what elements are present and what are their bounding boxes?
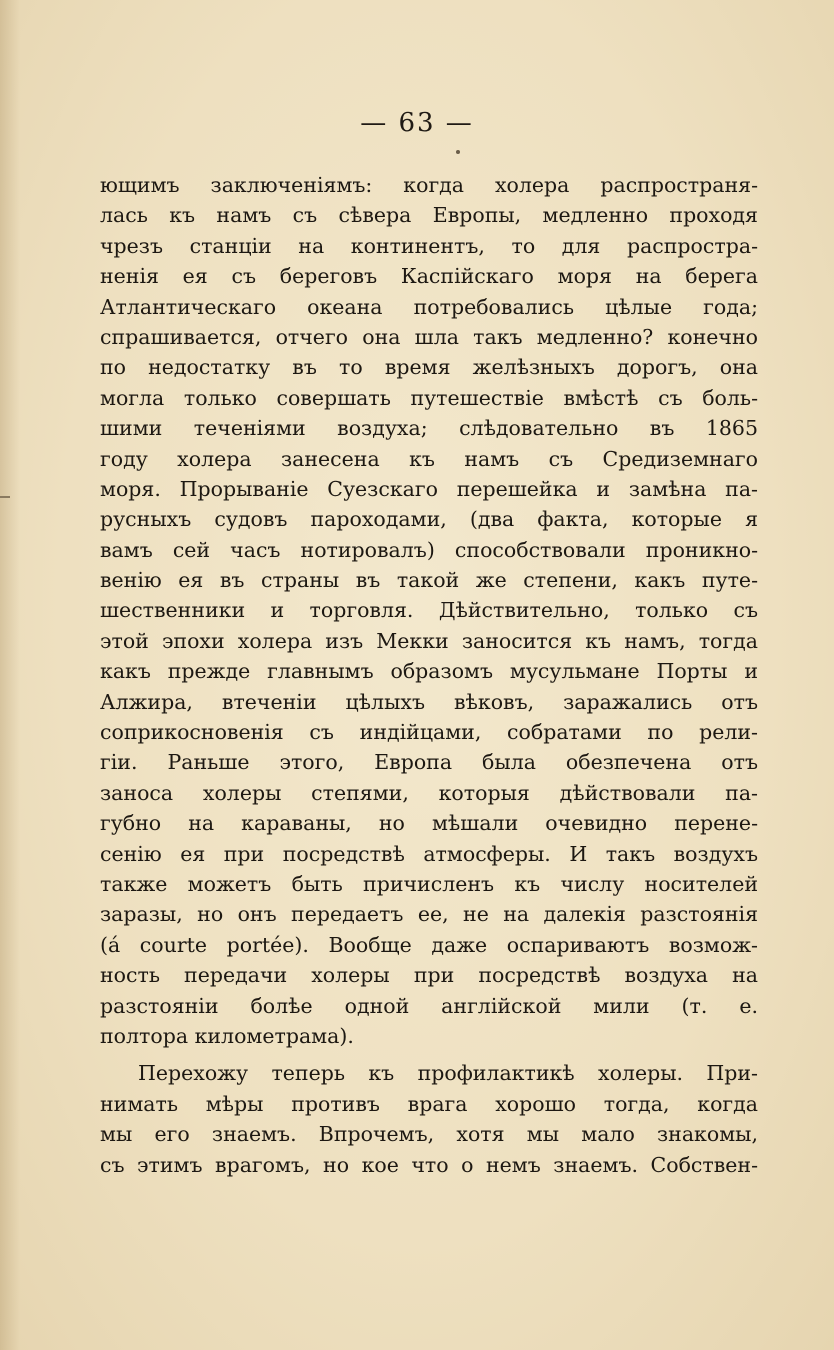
text-line: мы его знаемъ. Впрочемъ, хотя мы мало знакомы,	[100, 1122, 758, 1147]
text-line: гіи. Раньше этого, Европа была обезпечена отъ	[100, 750, 758, 775]
text-line: также можетъ быть причисленъ къ числу носителей	[100, 871, 758, 896]
text-line: могла только совершать путешествіе вмѣстѣ съ боль-	[100, 385, 758, 410]
text-line: вамъ сей часъ нотировалъ) способствовали проникно-	[100, 537, 758, 562]
text-line: Перехожу теперь къ профилактикѣ холеры. При-	[138, 1061, 758, 1086]
text-line: сенію ея при посредствѣ атмосферы. И такъ воздухъ	[100, 841, 758, 866]
text-line: спрашивается, отчего она шла такъ медленно? конечно	[100, 324, 758, 349]
text-line: какъ прежде главнымъ образомъ мусульмане Порты и	[100, 659, 758, 684]
paragraph-2	[100, 1058, 758, 1180]
text-line: лась къ намъ съ сѣвера Европы, медленно проходя	[100, 203, 758, 228]
text-line: этой эпохи холера изъ Мекки заносится къ намъ, тогда	[100, 628, 758, 653]
page-number: — 63 —	[360, 108, 474, 138]
text-line: нимать мѣры противъ врага хорошо тогда, когда	[100, 1091, 758, 1116]
text-line: съ этимъ врагомъ, но кое что о немъ знаемъ. Собствен-	[100, 1152, 758, 1177]
text-line: чрезъ станціи на континентъ, то для распростра-	[100, 233, 758, 258]
text-line: шественники и торговля. Дѣйствительно, только съ	[100, 598, 758, 623]
text-line: шими теченіями воздуха; слѣдовательно въ 1865	[100, 416, 758, 441]
text-line: моря. Прорываніе Суезскаго перешейка и замѣна па-	[100, 476, 758, 501]
text-line: заноса холеры степями, которыя дѣйствовали па-	[100, 780, 758, 805]
margin-mark	[0, 496, 10, 498]
text-line: ненія ея съ береговъ Каспійскаго моря на берега	[100, 264, 758, 289]
text-line: русныхъ судовъ пароходами, (два факта, которые я	[100, 507, 758, 532]
text-line: (á courte portée). Вообще даже оспариваютъ возмож-	[100, 932, 758, 957]
text-line: году холера занесена къ намъ съ Средиземнаго	[100, 446, 758, 471]
paragraph-gap	[100, 1051, 758, 1058]
body-text	[100, 170, 758, 1180]
text-line: Атлантическаго океана потребовались цѣлые года;	[100, 294, 758, 319]
text-line: полтора километрама).	[100, 1023, 354, 1048]
text-line: ющимъ заключеніямъ: когда холера распространя-	[100, 173, 758, 197]
paragraph-1	[100, 170, 758, 1051]
text-line: Алжира, втеченіи цѣлыхъ вѣковъ, заражались отъ	[100, 689, 758, 714]
text-line: заразы, но онъ передаетъ ее, не на далекія разстоянія	[100, 902, 758, 927]
text-line: по недостатку въ то время желѣзныхъ дорогъ, она	[100, 355, 758, 380]
ink-speck	[456, 150, 460, 154]
text-line: венію ея въ страны въ такой же степени, какъ путе-	[100, 568, 758, 593]
text-line: ность передачи холеры при посредствѣ воздуха на	[100, 963, 758, 988]
text-line: соприкосновенія съ индійцами, собратами по рели-	[100, 720, 758, 745]
text-line: губно на караваны, но мѣшали очевидно перене-	[100, 811, 758, 836]
text-line: разстояніи болѣе одной англійской мили (т. е.	[100, 993, 758, 1018]
